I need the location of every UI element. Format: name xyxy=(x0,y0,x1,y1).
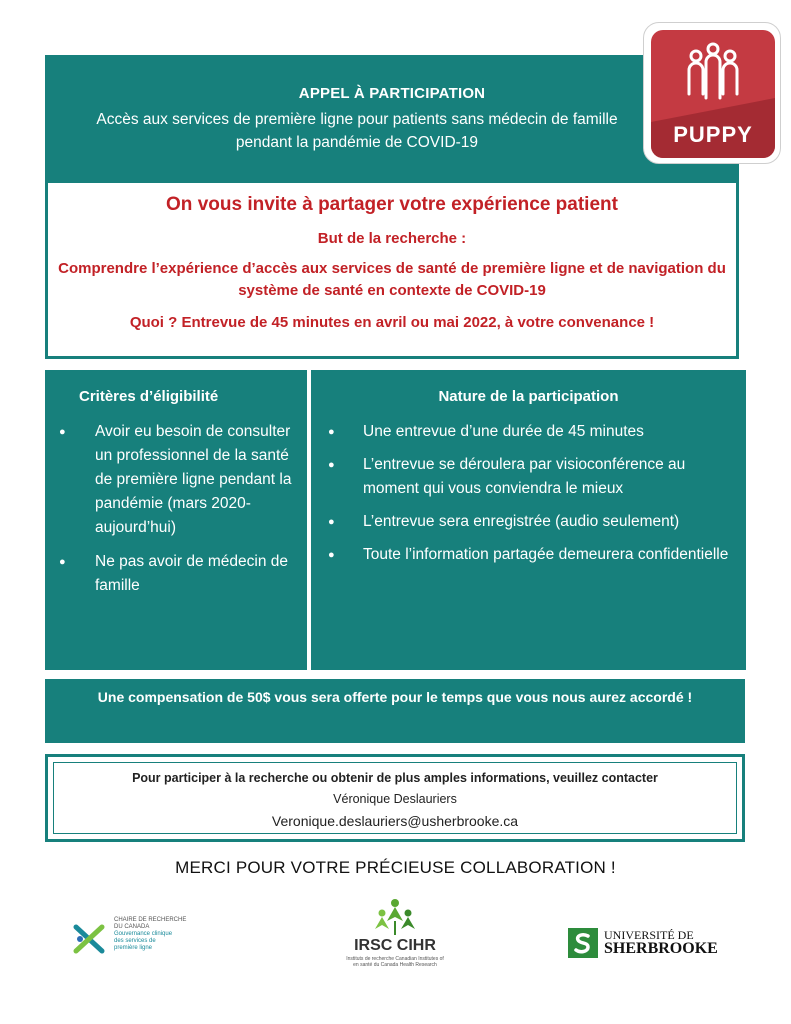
purpose-label: But de la recherche : xyxy=(317,230,467,247)
participation-title: Nature de la participation xyxy=(438,388,619,405)
list-item: ● Ne pas avoir de médecin de famille xyxy=(45,550,307,598)
list-item: ● L’entrevue se déroulera par visioconférence au moment qui vous conviendra le mieux xyxy=(311,453,746,501)
irsc-cihr-logo: IRSC CIHR Instituts de recherche Canadian Institutes of en santé du Canada Health Research xyxy=(340,897,450,972)
chaire-x-icon xyxy=(72,921,108,957)
call-title: APPEL À PARTICIPATION xyxy=(298,85,486,102)
bullet-icon: ● xyxy=(59,556,66,568)
compensation-banner: Une compensation de 50$ vous sera offerte pour le temps que vous nous aurez accordé ! xyxy=(45,679,745,743)
invitation-box xyxy=(45,182,739,359)
interview-details: Quoi ? Entrevue de 45 minutes en avril ou mai 2022, à votre convenance ! xyxy=(129,314,655,331)
bullet-icon: ● xyxy=(328,426,335,438)
irsc-cihr-text: IRSC CIHR xyxy=(354,937,436,954)
list-item: ● Une entrevue d’une durée de 45 minutes xyxy=(311,420,746,444)
header-banner xyxy=(45,55,739,183)
call-subtitle: Accès aux services de première ligne pour patients sans médecin de famille pendant la pandémie de COVID-19 xyxy=(96,111,618,151)
bullet-icon: ● xyxy=(328,549,335,561)
puppy-logo xyxy=(643,22,781,164)
sherbrooke-s-icon xyxy=(568,928,598,958)
list-item: ● L’entrevue sera enregistrée (audio seulement) xyxy=(311,510,746,534)
participation-list xyxy=(311,420,746,567)
eligibility-title: Critères d’éligibilité xyxy=(79,388,219,405)
thank-you-text: MERCI POUR VOTRE PRÉCIEUSE COLLABORATION ! xyxy=(175,858,616,877)
puppy-logo-text: PUPPY xyxy=(673,122,753,147)
maple-leaf-people-icon xyxy=(373,897,417,937)
contact-email-link[interactable]: Veronique.deslauriers@usherbrooke.ca xyxy=(271,813,519,829)
universite-sherbrooke-logo: UNIVERSITÉ DE SHERBROOKE xyxy=(568,922,738,962)
participation-panel xyxy=(311,370,746,670)
chaire-logo: CHAIRE DE RECHERCHE DU CANADA Gouvernance clinique des services de première ligne xyxy=(72,915,232,965)
contact-name: Véronique Deslauriers xyxy=(333,792,457,806)
people-icon xyxy=(685,42,741,102)
invitation-title: On vous invite à partager votre expérience patient xyxy=(166,194,618,215)
contact-instructions: Pour participer à la recherche ou obtenir de plus amples informations, veuillez contacter xyxy=(132,771,658,785)
list-item: ● Toute l’information partagée demeurera confidentielle xyxy=(311,543,746,567)
list-item: ● Avoir eu besoin de consulter un professionnel de la santé de première ligne pendant la pandémie (mars 2020-aujourd’hui) xyxy=(45,420,307,540)
eligibility-list xyxy=(45,420,307,598)
bullet-icon: ● xyxy=(59,426,66,438)
purpose-text: Comprendre l’expérience d’accès aux services de santé de première ligne et de navigation du système de santé en contexte de COVID-19 xyxy=(58,260,726,299)
bullet-icon: ● xyxy=(328,459,335,471)
bullet-icon: ● xyxy=(328,516,335,528)
eligibility-panel xyxy=(45,370,307,670)
contact-box xyxy=(45,754,745,842)
